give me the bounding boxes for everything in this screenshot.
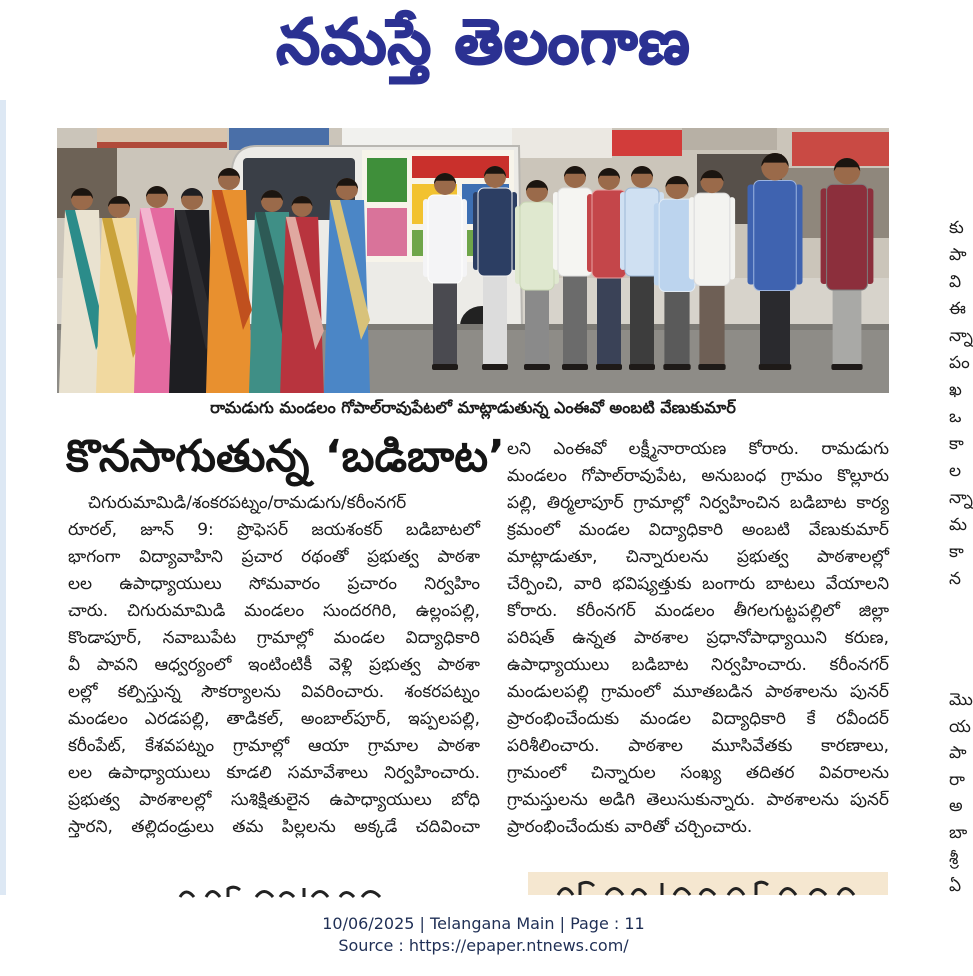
article-text-line: పరిషత్ ఉన్నత పాఠశాల ప్రధానోపాధ్యాయిని కరుణ, — [507, 628, 889, 648]
adjacent-article-fragment: న్నా — [949, 488, 973, 508]
person-shoes — [698, 364, 725, 370]
adjacent-article-fragment: ఈ — [949, 299, 966, 319]
article-text-line: స్తారని, తల్లిదండ్రులు తమ పిల్లలను అక్కడే చదివించా — [68, 817, 480, 837]
adjacent-article-fragment: న్నా — [949, 326, 973, 346]
article-text-line: ప్రభుత్వ పాఠశాలల్లో సుశిక్షితులైన ఉపాధ్యాయులు బోధి — [68, 790, 480, 810]
cutoff-glyph-strokes — [558, 882, 854, 895]
person-shirt — [827, 184, 868, 290]
article-text-line: మండలం ఎరడపల్లి, తాడికల్, అంబాల్‌పూర్, ఇప్పలపల్లి, — [68, 709, 480, 729]
person-shoes — [524, 364, 550, 370]
adjacent-article-fragment: కు — [949, 218, 964, 238]
adjacent-article-fragment: కా — [949, 434, 964, 454]
person-shirt — [694, 193, 730, 285]
article-text-line: మండలం గోపాల్‌రావుపేట, అనుబంధ గ్రామం కొల్లూరు — [507, 466, 889, 486]
article-text-line: క్రమంలో మండల విద్యాధికారి అంబటి వేణుకుమార్ — [507, 520, 889, 540]
shop-sign-red — [612, 130, 682, 156]
person-trousers — [525, 286, 549, 364]
article-text-line: ఉపాధ్యాయులు బడిబాట నిర్వహించారు. కరీంనగర్ — [507, 655, 889, 675]
news-photo-frame — [57, 128, 889, 393]
person-shoes — [482, 364, 508, 370]
person-shoes — [629, 364, 655, 370]
person-figure — [324, 178, 370, 393]
article-column-right — [507, 436, 889, 841]
adjacent-article-fragment: శ్రీ — [949, 849, 959, 869]
article-text-line: ప్రారంభించేందుకు వారితో చర్చించారు. — [507, 817, 753, 837]
article-text-line: పరిశీలించారు. పాఠశాల మూసివేతకు కారణాలు, — [507, 736, 889, 756]
article-text-line: మాట్లాడుతూ, చిన్నారులను ప్రభుత్వ పాఠశాలల్లో — [507, 547, 889, 567]
person-trousers — [563, 272, 587, 364]
article-column-left — [68, 490, 480, 841]
poster-tile-green — [367, 158, 407, 202]
person-trousers — [760, 287, 790, 365]
page-side-strip — [0, 100, 6, 895]
adjacent-article-fragment: రా — [949, 769, 965, 790]
person-shoes — [831, 364, 862, 370]
person-shoes — [596, 364, 622, 370]
person-shoes — [562, 364, 588, 370]
adjacent-article-fragment: ఏ — [949, 875, 962, 896]
person-shirt — [520, 202, 554, 290]
news-photo — [57, 128, 889, 393]
shop-sign-grey — [682, 128, 777, 150]
article-text-line: రూరల్, జూన్ 9: ప్రొఫెసర్ జయశంకర్ బడిబాటలో — [68, 520, 480, 540]
article-text-line: భాగంగా విద్యావాహిని ప్రచార రథంతో ప్రభుత్వ పాఠశా — [68, 547, 480, 567]
adjacent-article-fragment: ఖ — [949, 380, 962, 400]
article-text-line: లని ఎంఈవో లక్ష్మీనారాయణ కోరారు. రామడుగు — [507, 439, 889, 459]
article-text-line: చారు. చిగురుమామిడి మండలం సుందరగిరి, ఉల్లంపల్లి, — [68, 601, 480, 621]
article-text-line: చిగురుమామిడి/శంకరపట్నం/రామడుగు/కరీంనగర్ — [88, 493, 407, 513]
cutoff-glyph-strokes — [180, 887, 380, 897]
adjacent-article-fragment: మ — [949, 515, 967, 535]
adjacent-article-fragment: పం — [949, 353, 970, 373]
article-text-line: గ్రామస్తులను అడిగి తెలుసుకున్నారు. పాఠశాలను పునర్ — [507, 790, 889, 810]
adjacent-article-fragment: బా — [949, 822, 968, 843]
poster-tile-pink — [367, 208, 407, 256]
article-text-line: కరీంపేట్, కేశవపట్నం గ్రామాల్లో ఆయా గ్రామాల పాఠశా — [68, 736, 480, 756]
edition-info: 10/06/2025 | Telangana Main | Page : 11 — [322, 914, 645, 933]
adjacent-article-fragment: ఒ — [949, 407, 962, 427]
adjacent-article-fragment: వి — [949, 272, 962, 292]
masthead-logo: నమస్తే తెలంగాణ — [276, 5, 691, 78]
adjacent-article-fragment: ల — [949, 461, 962, 481]
article-text-line: లల్లో కల్పిస్తున్న సౌకర్యాలను వివరించారు. శంకరపట్నం — [68, 682, 480, 702]
person-trousers — [597, 274, 621, 364]
adjacent-article-fragment: పా — [949, 743, 967, 763]
person-trousers — [833, 286, 862, 364]
shop-sign-white — [512, 128, 612, 158]
article-text-line: లల ఉపాధ్యాయులు కూడలి సమావేశాలు నిర్వహించారు. — [68, 763, 480, 783]
cutoff-glyph-tops-left — [176, 884, 386, 897]
person-trousers — [699, 282, 724, 365]
person-trousers — [664, 288, 689, 365]
person-trousers — [483, 272, 507, 364]
article-text-line: వీ పావని ఆధ్వర్యంలో ఇంటింటికీ వెళ్లి ప్రభుత్వ పాఠశా — [68, 655, 480, 675]
person-shirt — [478, 188, 512, 276]
shop-sign-left-band — [97, 142, 227, 148]
article-text-line: చేర్పించి, వారి భవిష్యత్తుకు బంగారు బాటలు వేయాలని — [507, 574, 889, 594]
adjacent-article-fragment: పా — [949, 245, 967, 265]
article-text-line: కొండాపూర్, నవాబుపేట గ్రామాల్లో మండల విద్యాధికారి — [68, 628, 480, 648]
adjacent-article-fragment: అ — [949, 796, 963, 816]
person-trousers — [433, 279, 457, 364]
adjacent-article-fragment: మొ — [949, 690, 973, 710]
adjacent-article-fragment: కా — [949, 542, 964, 562]
person-figure — [206, 168, 252, 393]
person-shirt — [754, 181, 797, 291]
article-text-line: మండులపల్లి గ్రామంలో మూతబడిన పాఠశాలను పునర్ — [507, 682, 889, 702]
source-url: Source : https://epaper.ntnews.com/ — [338, 936, 629, 955]
adjacent-article-fragment: య — [949, 716, 971, 737]
article-headline: కొనసాగుతున్న ‘బడిబాట’ — [66, 431, 505, 482]
cutoff-headline-left — [176, 882, 386, 895]
photo-caption: రామడుగు మండలం గోపాల్‌రావుపేటలో మాట్లాడుతున్న ఎంఈవో అంబటి వేణుకుమార్ — [210, 398, 736, 417]
adjacent-article-fragment: న — [949, 569, 961, 589]
article-text-line: పల్లి, తిర్మలాపూర్ గ్రామాల్లో నిర్వహించిన బడిబాట కార్య — [507, 493, 889, 513]
person-shoes — [759, 364, 792, 370]
person-shirt — [428, 195, 462, 283]
person-shoes — [663, 364, 690, 370]
article-text-line: కోరారు. కరీంనగర్ మండలం తీగలగుట్టపల్లిలో జిల్లా — [507, 601, 889, 621]
article-text-line: లల ఉపాధ్యాయులు సోమవారం ప్రచారం నిర్వహిం — [68, 574, 480, 594]
person-shirt — [558, 188, 592, 276]
person-shoes — [432, 364, 458, 370]
article-text-line: గ్రామంలో చిన్నారుల సంఖ్య తదితర వివరాలను — [507, 763, 889, 783]
article-text-line: ప్రారంభించేందుకు మండల విద్యాధికారి కే రవీందర్ — [507, 709, 889, 729]
cutoff-headline-right-box — [528, 872, 888, 895]
person-figure — [280, 196, 324, 393]
person-trousers — [630, 272, 654, 364]
cutoff-glyph-tops-right — [528, 872, 888, 895]
